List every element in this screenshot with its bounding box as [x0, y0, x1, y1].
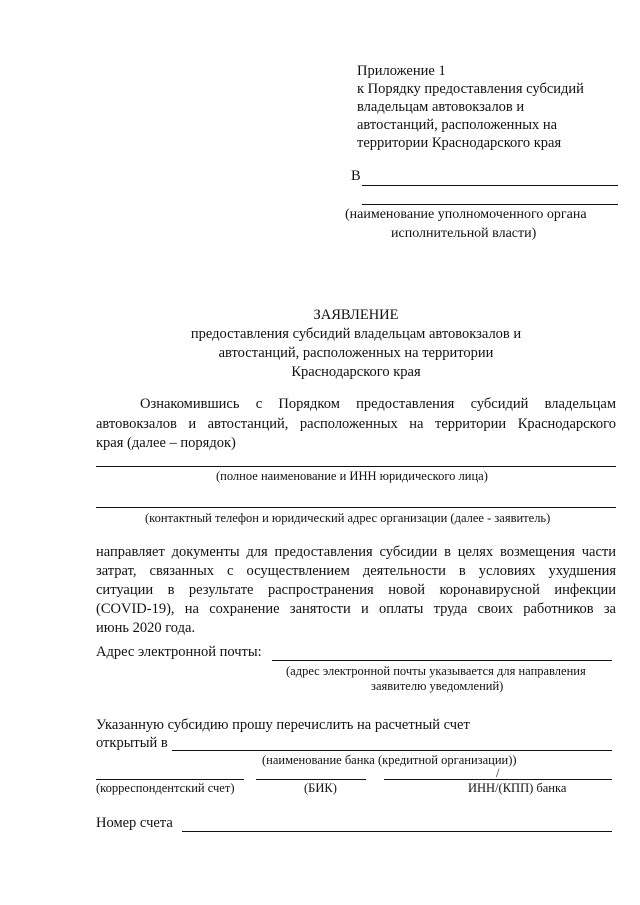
opened-in-label: открытый в	[96, 735, 168, 751]
account-number-line[interactable]	[182, 831, 612, 832]
email-label: Адрес электронной почты:	[96, 644, 262, 660]
bik-line[interactable]	[256, 779, 366, 780]
account-number-label: Номер счета	[96, 815, 173, 831]
intro-line: Ознакомившись с Порядком предоставления субсидий владельцам	[140, 396, 616, 412]
legal-name-caption: (полное наименование и ИНН юридического лица)	[216, 469, 488, 483]
recipient-caption: (наименование уполномоченного органа	[345, 207, 587, 222]
subsidy-request-text: Указанную субсидию прошу перечислить на расчетный счет	[96, 717, 470, 733]
corr-account-caption: (корреспондентский счет)	[96, 781, 235, 795]
inn-kpp-caption: ИНН/(КПП) банка	[468, 781, 567, 795]
annex-block	[357, 62, 584, 152]
email-caption-2: заявителю уведомлений)	[371, 679, 504, 693]
legal-name-line[interactable]	[96, 466, 616, 467]
annex-line: к Порядку предоставления субсидий	[357, 81, 584, 97]
purpose-line: (COVID-19), на сохранение занятости и оплаты труда своих работников за	[96, 601, 616, 617]
recipient-caption-2: исполнительной власти)	[391, 226, 537, 241]
bik-caption: (БИК)	[304, 781, 337, 795]
bank-name-caption: (наименование банка (кредитной организации))	[262, 753, 517, 767]
inn-kpp-slash: /	[496, 766, 500, 780]
recipient-line-2[interactable]	[362, 204, 618, 205]
title-line: автостанций, расположенных на территории	[218, 345, 494, 361]
annex-line: владельцам автовокзалов и	[357, 99, 525, 115]
document-title: ЗАЯВЛЕНИЕ	[313, 307, 399, 323]
intro-last-line: края (далее – порядок)	[96, 435, 236, 451]
email-caption: (адрес электронной почты указывается для направления	[286, 664, 586, 678]
title-line: Краснодарского края	[291, 364, 421, 380]
email-input-line[interactable]	[272, 660, 612, 661]
purpose-last-line: июнь 2020 года.	[96, 620, 196, 636]
annex-line: территории Краснодарского края	[357, 135, 562, 151]
purpose-line: направляет документы для предоставления субсидии в целях возмещения части	[96, 544, 616, 560]
title-line: предоставления субсидий владельцам автовокзалов и	[190, 326, 522, 342]
intro-line: автовокзалов и автостанций, расположенных на территории Краснодарского	[96, 416, 616, 432]
purpose-line: ситуации в результате распространения новой коронавирусной инфекции	[96, 582, 616, 598]
recipient-prefix: В	[351, 168, 361, 184]
recipient-line[interactable]	[362, 185, 618, 186]
corr-account-line[interactable]	[96, 779, 244, 780]
bank-name-line[interactable]	[172, 750, 612, 751]
contacts-caption: (контактный телефон и юридический адрес организации (далее - заявитель)	[145, 511, 551, 525]
annex-line: автостанций, расположенных на	[357, 117, 558, 133]
annex-line: Приложение 1	[357, 63, 446, 79]
contacts-line[interactable]	[96, 507, 616, 508]
purpose-line: затрат, связанных с осуществлением деятельности в условиях ухудшения	[96, 563, 616, 579]
